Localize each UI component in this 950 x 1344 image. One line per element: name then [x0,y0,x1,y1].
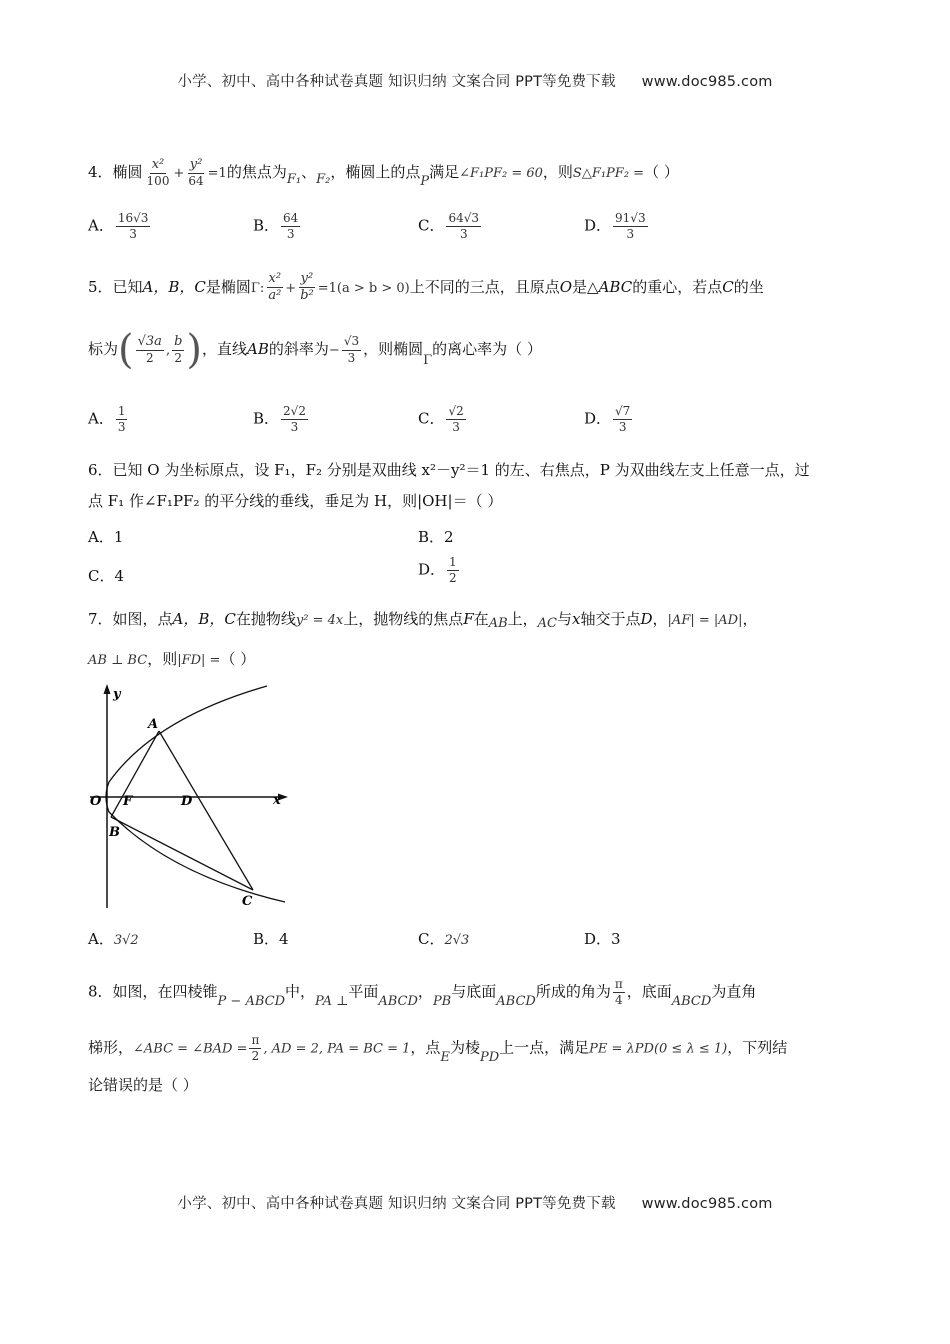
y-axis-arrow [104,684,111,694]
label-B: B [109,825,120,840]
q5-option-d[interactable]: D． $\frac{√7}{3}$ [584,404,631,435]
q7-option-d[interactable]: D．3 [584,930,621,948]
q5-option-a[interactable]: A． $\frac{1}{3}$ [88,404,126,435]
label-A: A [148,717,159,732]
footer-text: 小学、初中、高中各种试卷真题 知识归纳 文案合同 PPT等免费下载 [177,1196,616,1212]
q4-option-d[interactable]: D． $\frac{91√3}{3}$ [584,211,646,242]
question-6-line-2: 点 F₁ 作∠F₁PF₂ 的平分线的垂线，垂足为 H，则|OH|＝（ ） [88,492,503,510]
question-8-line-2: 梯形，∠ABC = ∠BAD = $\frac{\pi}{2}$ , AD = 2, PA = BC = 1，点E为棱PD上一点，满足PE = λPD(0 ≤ λ ≤ 1)，下列结 [88,1033,788,1065]
question-5-line-1: 5．已知A，B，C是椭圆Γ: $\frac{\text{x²}}{\text{a²}}$ + $\frac{\text{y²}}{\text{b²}}$ =1(a > b > 0)上不同的三点，且原点O是△ABC的重心，若点C的坐 [88,271,764,304]
question-5-line-2: 标为( $\frac{√3a}{2}$ , $\frac{b}{2}$ )，直线AB的斜率为− $\frac{√3}{3}$ ，则椭圆Γ的离心率为（ ） [88,327,542,373]
footer-url[interactable]: www.doc985.com [641,1196,773,1212]
parabola-figure [85,680,295,912]
label-D: D [181,794,193,809]
question-8-line-3: 论错误的是（ ） [88,1076,198,1094]
q5-option-b[interactable]: B． $\frac{2√2}{3}$ [253,404,306,435]
q4-frac-x: $\frac{\text{x²}}{100}$ [146,157,170,189]
q4-number: 4．椭圆 [88,163,143,182]
question-6-line-1: 6．已知 O 为坐标原点，设 F₁，F₂ 分别是双曲线 x²－y²＝1 的左、右焦点，P 为双曲线左支上任意一点，过 [88,461,810,479]
q6-option-b[interactable]: B．2 [418,528,454,546]
q4-frac-y: $\frac{\text{y²}}{64}$ [188,157,204,189]
header-url[interactable]: www.doc985.com [641,74,773,90]
q7-option-a[interactable]: A．3√2 [88,930,139,948]
header-banner [0,70,950,91]
q4-option-b[interactable]: B． $\frac{64}{3}$ [253,211,299,242]
segment-AB [111,731,159,817]
header-text: 小学、初中、高中各种试卷真题 知识归纳 文案合同 PPT等免费下载 [177,74,616,90]
q4-angle: ∠F₁PF₂ = 60 [459,166,543,182]
q5-option-c[interactable]: C． $\frac{√2}{3}$ [418,404,464,435]
label-x: x [273,793,281,808]
label-F: F [123,794,133,809]
q4-option-c[interactable]: C． $\frac{64√3}{3}$ [418,211,480,242]
question-4: 4．椭圆 $\frac{\text{x²}}{100}$ + $\frac{\text{y²}}{64}$ =1的焦点为F₁、F₂，椭圆上的点P满足∠F₁PF₂ = 60，则S△F₁PF₂ =（ ） [88,157,679,190]
q7-option-b[interactable]: B．4 [253,930,289,948]
q6-option-c[interactable]: C．4 [88,567,125,585]
q7-option-c[interactable]: C．2√3 [418,930,470,948]
footer-banner [0,1192,950,1213]
q4-option-a[interactable]: A． $\frac{16√3}{3}$ [88,211,149,242]
label-C: C [242,894,253,909]
question-7-line-2: AB ⊥ BC，则|FD| =（ ） [88,650,256,668]
question-7-line-1: 7．如图，点A，B，C在抛物线y² = 4x上，抛物线的焦点F在AB上，AC与x轴交于点D，|AF| = |AD|， [88,610,758,631]
q6-option-d[interactable]: D． $\frac{1}{2}$ [418,555,457,586]
question-8-line-1: 8．如图，在四棱锥P − ABCD中，PA ⊥平面ABCD，PB与底面ABCD所成的角为 $\frac{\pi}{4}$ ，底面ABCD为直角 [88,977,757,1009]
q4-area: S△F₁PF₂ = [572,166,645,182]
q6-option-a[interactable]: A．1 [88,528,124,546]
label-O: O [90,794,102,809]
label-y: y [113,687,121,702]
